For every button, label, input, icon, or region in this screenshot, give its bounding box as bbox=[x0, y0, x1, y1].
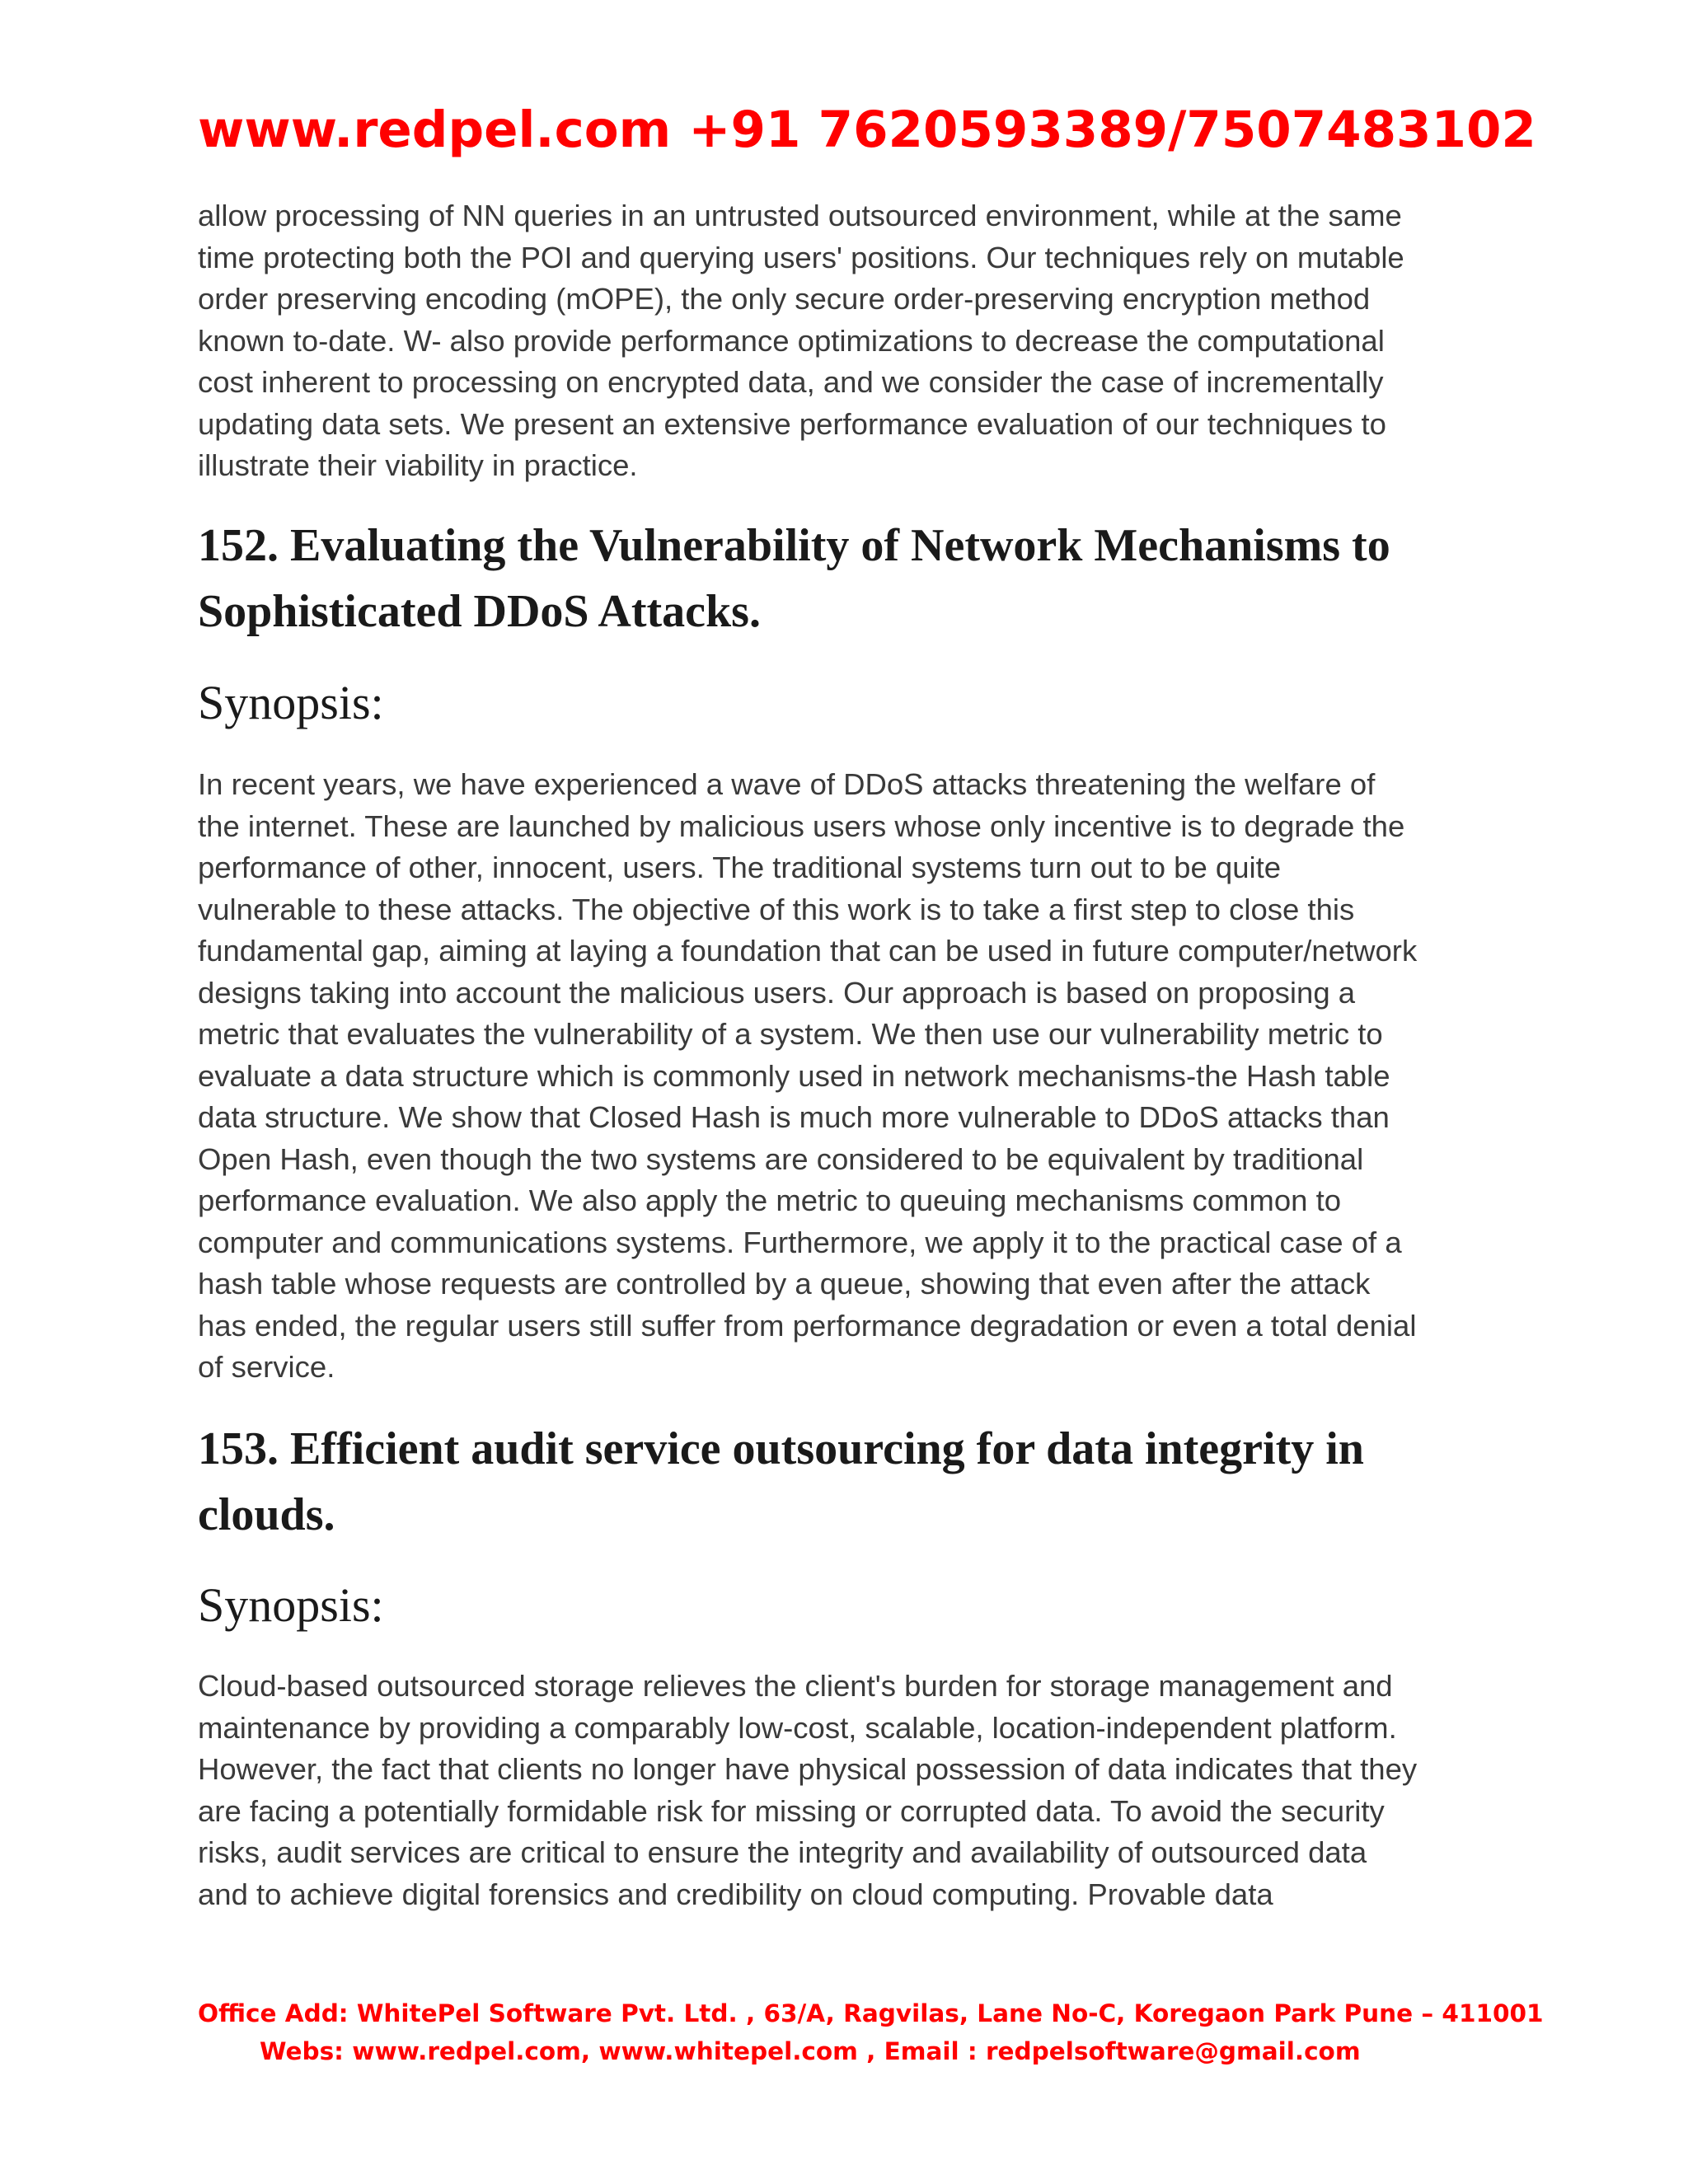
text-line: metric that evaluates the vulnerability of a system. We then use our vulnerability metric to bbox=[198, 1017, 1383, 1051]
text-line: In recent years, we have experienced a wave of DDoS attacks threatening the welfare of bbox=[198, 767, 1376, 801]
title-line: clouds. bbox=[198, 1489, 335, 1540]
footer-office-address: Office Add: WhitePel Software Pvt. Ltd. , 63/A, Ragvilas, Lane No-C, Koregaon Park Pune – 411001 bbox=[198, 1999, 1544, 2027]
text-line: Cloud-based outsourced storage relieves the client's burden for storage management and bbox=[198, 1669, 1393, 1703]
text-line: order preserving encoding (mOPE), the only secure order-preserving encryption method bbox=[198, 282, 1371, 316]
section-152-synopsis-label: Synopsis: bbox=[198, 676, 384, 729]
intro-paragraph bbox=[198, 195, 1492, 487]
text-line: updating data sets. We present an extensive performance evaluation of our techniques to bbox=[198, 406, 1386, 441]
section-153-synopsis-text bbox=[198, 1666, 1492, 1915]
text-line: are facing a potentially formidable risk for missing or corrupted data. To avoid the security bbox=[198, 1793, 1385, 1828]
text-line: illustrate their viability in practice. bbox=[198, 448, 638, 482]
footer-web-email: Webs: www.redpel.com, www.whitepel.com , Email : redpelsoftware@gmail.com bbox=[260, 2037, 1361, 2065]
title-line: 153. Efficient audit service outsourcing for data integrity in bbox=[198, 1423, 1364, 1474]
text-line: data structure. We show that Closed Hash is much more vulnerable to DDoS attacks than bbox=[198, 1100, 1390, 1134]
text-line: and to achieve digital forensics and credibility on cloud computing. Provable data bbox=[198, 1877, 1273, 1911]
text-line: performance of other, innocent, users. The traditional systems turn out to be quite bbox=[198, 851, 1282, 884]
section-153-synopsis-label: Synopsis: bbox=[198, 1578, 384, 1632]
text-line: computer and communications systems. Furthermore, we apply it to the practical case of a bbox=[198, 1225, 1402, 1259]
text-line: risks, audit services are critical to ensure the integrity and availability of outsourced data bbox=[198, 1835, 1367, 1869]
text-line: vulnerable to these attacks. The objective of this work is to take a first step to close this bbox=[198, 892, 1355, 926]
section-152-title bbox=[198, 513, 1390, 644]
text-line: However, the fact that clients no longer have physical possession of data indicates that they bbox=[198, 1752, 1418, 1786]
text-line: cost inherent to processing on encrypted data, and we consider the case of incrementally bbox=[198, 365, 1384, 399]
text-line: evaluate a data structure which is commonly used in network mechanisms-the Hash table bbox=[198, 1058, 1390, 1093]
text-line: maintenance by providing a comparably low-cost, scalable, location-independent platform. bbox=[198, 1710, 1397, 1745]
text-line: known to-date. W- also provide performance optimizations to decrease the computational bbox=[198, 323, 1385, 358]
text-line: time protecting both the POI and querying users' positions. Our techniques rely on mutable bbox=[198, 240, 1404, 274]
section-152-synopsis-text bbox=[198, 764, 1492, 1389]
text-line: fundamental gap, aiming at laying a foundation that can be used in future computer/network bbox=[198, 934, 1418, 968]
text-line: allow processing of NN queries in an untrusted outsourced environment, while at the same bbox=[198, 199, 1402, 232]
text-line: performance evaluation. We also apply the metric to queuing mechanisms common to bbox=[198, 1183, 1342, 1217]
text-line: of service. bbox=[198, 1350, 335, 1384]
section-153-title bbox=[198, 1416, 1364, 1548]
text-line: designs taking into account the malicious users. Our approach is based on proposing a bbox=[198, 975, 1356, 1010]
title-line: 152. Evaluating the Vulnerability of Network Mechanisms to bbox=[198, 520, 1390, 571]
text-line: the internet. These are launched by malicious users whose only incentive is to degrade the bbox=[198, 808, 1405, 843]
title-line: Sophisticated DDoS Attacks. bbox=[198, 586, 761, 637]
text-line: Open Hash, even though the two systems are considered to be equivalent by traditional bbox=[198, 1141, 1364, 1176]
page-header-contact: www.redpel.com +91 7620593389/7507483102 bbox=[198, 101, 1536, 159]
text-line: has ended, the regular users still suffer from performance degradation or even a total denial bbox=[198, 1308, 1417, 1343]
text-line: hash table whose requests are controlled by a queue, showing that even after the attack bbox=[198, 1267, 1371, 1301]
